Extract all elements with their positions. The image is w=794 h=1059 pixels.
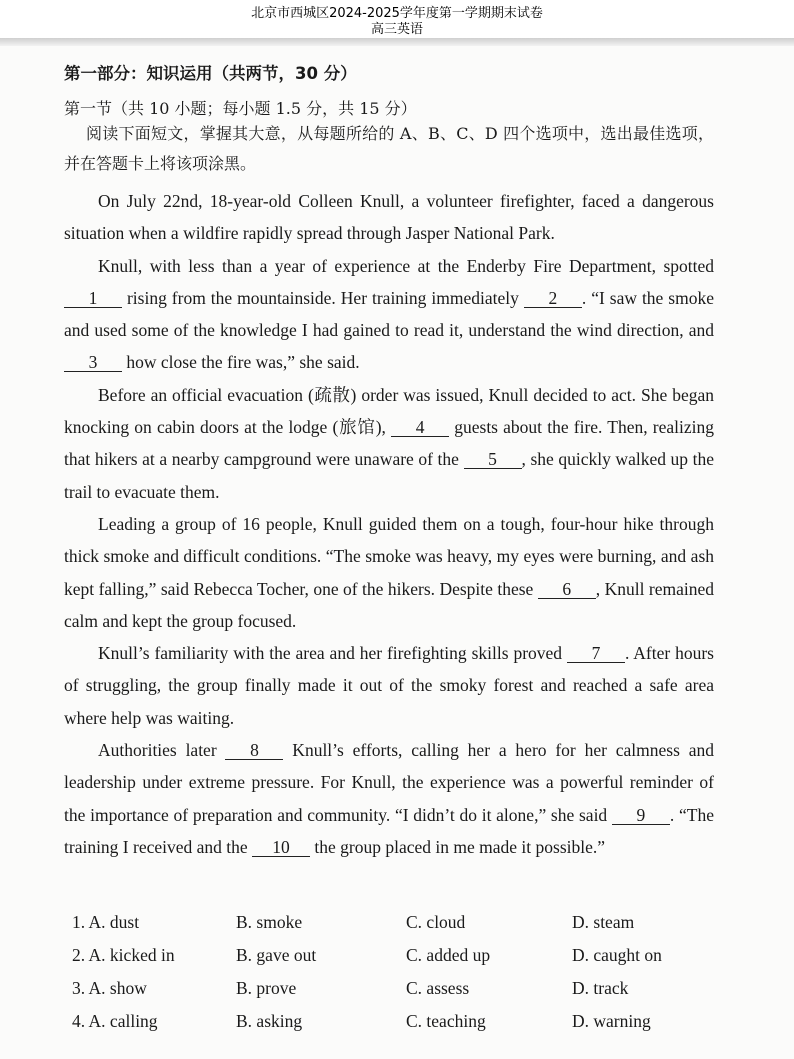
option-question-number: 1. A. dust bbox=[72, 912, 140, 932]
blank-4: 4 bbox=[391, 418, 449, 437]
option-c: C. assess bbox=[406, 978, 470, 998]
blank-7: 7 bbox=[567, 644, 625, 663]
exam-header bbox=[0, 6, 794, 38]
passage-paragraph-2: Knull, with less than a year of experience at the Enderby Fire Department, spotted 1 rising from the mountainside. Her training immediately 2 . “I saw the smoke and used some of the knowledge I had gained to read it, understand the wind direction, and 3 how close the fire was,” she said. bbox=[64, 255, 714, 373]
option-b: B. asking bbox=[236, 1011, 303, 1031]
blank-3: 3 bbox=[64, 353, 122, 372]
option-b: B. gave out bbox=[236, 945, 317, 965]
blank-10: 10 bbox=[252, 838, 310, 857]
blank-5: 5 bbox=[464, 450, 522, 469]
section-title: 第一节（共 10 小题；每小题 1.5 分，共 15 分） bbox=[64, 99, 417, 118]
blank-1: 1 bbox=[64, 289, 122, 308]
passage-paragraph-4: Leading a group of 16 people, Knull guided them on a tough, four-hour hike through thick smoke and difficult conditions. “The smoke was heavy, my eyes were burning, and ash kept falling,” said Rebecca Tocher, one of the hikers. Despite these 6 , Knull remained calm and kept the group focused. bbox=[64, 513, 714, 631]
option-c: C. added up bbox=[406, 945, 491, 965]
blank-8: 8 bbox=[225, 741, 283, 760]
exam-title: 北京市西城区2024-2025学年度第一学期期末试卷 bbox=[251, 6, 543, 21]
option-c: C. teaching bbox=[406, 1011, 486, 1031]
passage-paragraph-3: Before an official evacuation (疏散) order was issued, Knull decided to act. She began knocking on cabin doors at the lodge (旅馆), 4 guests about the fire. Then, realizing that hikers at a nearby campground were unaware of the 5 , she quickly walked up the trail to evacuate them. bbox=[64, 384, 714, 502]
section-instructions: 阅读下面短文，掌握其大意，从每题所给的 A、B、C、D 四个选项中，选出最佳选项，并在答题卡上将该项涂黑。 bbox=[64, 124, 714, 173]
option-row-2 bbox=[72, 945, 722, 978]
blank-2: 2 bbox=[524, 289, 582, 308]
option-row-4 bbox=[72, 1011, 722, 1044]
option-question-number: 3. A. show bbox=[72, 978, 147, 998]
part-title: 第一部分：知识运用（共两节，30 分） bbox=[64, 64, 357, 83]
option-d: D. track bbox=[572, 978, 629, 998]
option-d: D. warning bbox=[572, 1011, 651, 1031]
blank-9: 9 bbox=[612, 806, 670, 825]
passage-paragraph-5: Knull’s familiarity with the area and her firefighting skills proved 7 . After hours of struggling, the group finally made it out of the smoky forest and reached a safe area where help was waiting. bbox=[64, 643, 714, 728]
answer-options bbox=[72, 912, 722, 1044]
option-row-3 bbox=[72, 978, 722, 1011]
option-b: B. prove bbox=[236, 978, 297, 998]
passage-paragraph-6: Authorities later 8 Knull’s efforts, calling her a hero for her calmness and leadership under extreme pressure. For Knull, the experience was a powerful reminder of the importance of preparation and community. “I didn’t do it alone,” she said 9 . “The training I received and the 10 the group placed in me made it possible.” bbox=[64, 740, 715, 857]
passage-paragraph-1: On July 22nd, 18-year-old Colleen Knull, a volunteer firefighter, faced a dangerous situation when a wildfire rapidly spread through Jasper National Park. bbox=[64, 191, 714, 244]
option-d: D. steam bbox=[572, 912, 635, 932]
blank-6: 6 bbox=[538, 580, 596, 599]
exam-content bbox=[64, 60, 714, 863]
option-d: D. caught on bbox=[572, 945, 662, 965]
option-question-number: 4. A. calling bbox=[72, 1011, 158, 1031]
option-c: C. cloud bbox=[406, 912, 466, 932]
option-b: B. smoke bbox=[236, 912, 303, 932]
scan-edge bbox=[0, 38, 794, 46]
option-question-number: 2. A. kicked in bbox=[72, 945, 175, 965]
option-row-1 bbox=[72, 912, 722, 945]
exam-subject: 高三英语 bbox=[370, 22, 423, 37]
